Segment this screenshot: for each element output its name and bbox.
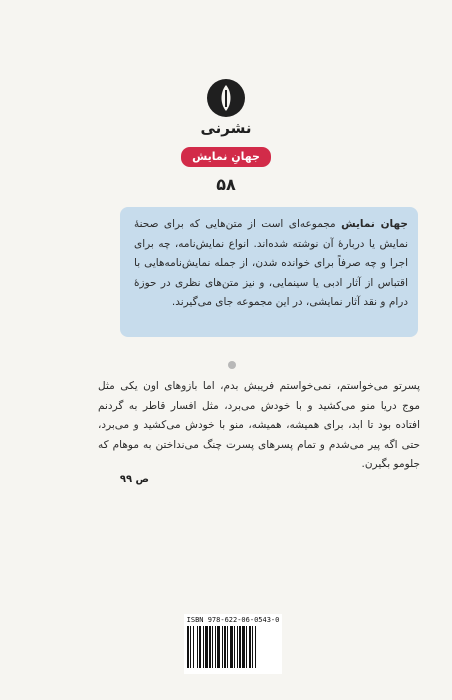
isbn-text: ISBN 978-622-06-0543-0 — [186, 616, 280, 624]
publisher-logo-icon — [206, 78, 246, 118]
series-description-box — [120, 207, 418, 337]
series-description-text: مجموعه‌ای است از متن‌هایی که برای صحنهٔ نمایش یا دربارهٔ آن نوشته شده‌اند. انواع نمایش‌نامه، چه برای اجرا و چه صرفاً برای خوانده شدن، از جمله نمایش‌نامه‌هایی با اقتباس از آثار ادبی یا سینمایی، و نیز متن‌های نظری در حوزهٔ درام و نقد آثار نمایشی، در این مجموعه جای می‌گیرند. — [134, 218, 408, 309]
publisher-name: نشرنی — [200, 119, 252, 137]
book-quote: پسرتو می‌خواستم، نمی‌خواستم فریبش بدم، اما بازوهای اون یکی مثل موج دریا منو می‌کشید و با خودش می‌برد، مثل افسار قاطر به گردنم افتاده بود تا ابد، برای همیشه، همیشه، منو با خودش می‌کشید و می‌برد، حتی اگه پیر می‌شدم و تمام پسرهای پسرت چنگ می‌نداختن به موهام که جلومو بگیرن. — [98, 380, 420, 471]
divider-dot — [228, 361, 236, 369]
quote-page-reference: ص ۹۹ — [119, 474, 149, 485]
series-number: ۵۸ — [216, 175, 236, 194]
series-badge: جهانِ نمایش — [181, 147, 271, 167]
barcode-label — [184, 614, 282, 674]
series-description-title: جهان نمایش — [341, 218, 408, 230]
series-description — [134, 215, 408, 313]
barcode-icon — [187, 626, 279, 668]
